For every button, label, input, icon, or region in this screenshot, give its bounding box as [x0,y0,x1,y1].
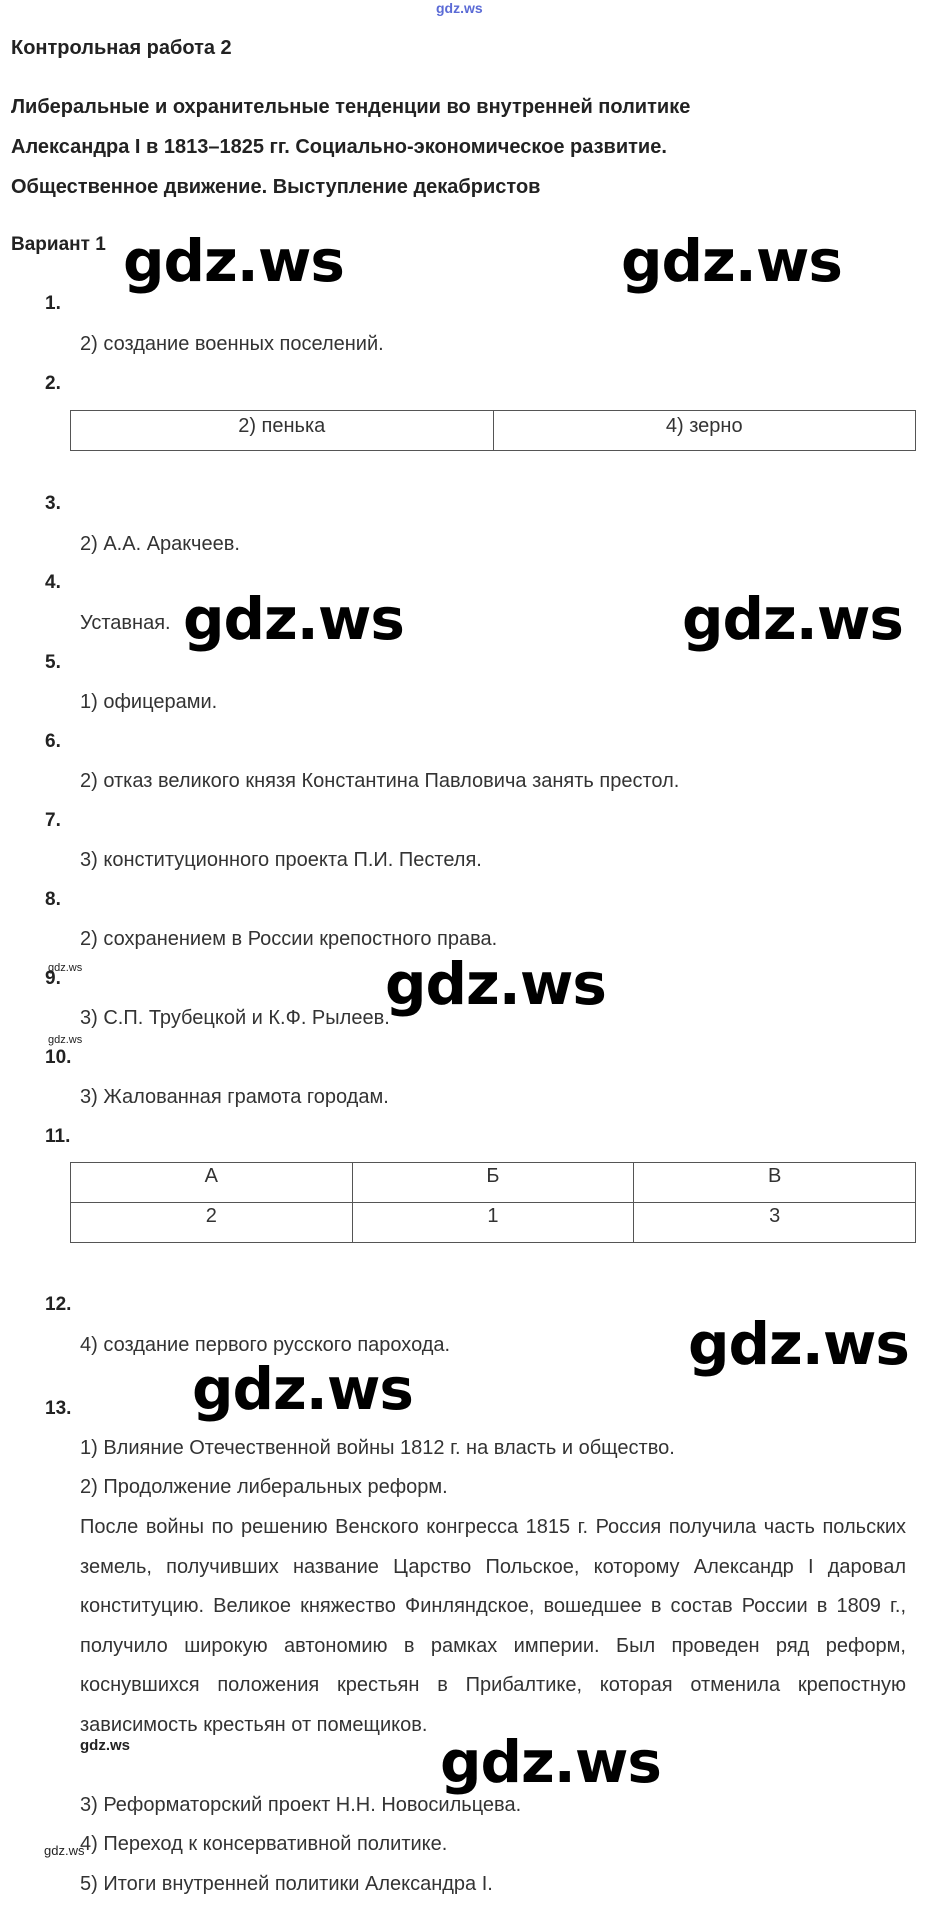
answer-13-item-2: 2) Продолжение либеральных реформ. [80,1476,448,1498]
page-title: Контрольная работа 2 [11,37,232,59]
question-number-8: 8. [45,889,61,910]
watermark: gdz.ws [621,227,842,295]
question-number-3: 3. [45,493,61,514]
answer-9: 3) С.П. Трубецкой и К.Ф. Рылеев. [80,1007,390,1029]
answer-13-item-4: 4) Переход к консервативной политике. [80,1833,448,1855]
question-number-1: 1. [45,293,61,314]
answer-2-cell: 2) пенька [71,411,494,451]
watermark-small: gdz.ws [48,1034,83,1046]
table-header-cell: А [71,1163,353,1203]
watermark: gdz.ws [183,585,404,653]
question-number-5: 5. [45,652,61,673]
question-number-7: 7. [45,810,61,831]
table-header-cell: В [634,1163,916,1203]
answer-4: Уставная. [80,612,171,634]
answer-6: 2) отказ великого князя Константина Павловича занять престол. [80,770,680,792]
answer-13-paragraph: После войны по решению Венского конгресса 1815 г. Россия получила часть польских земель, получивших название Царство Польское, которому Александр I даровал конституцию. Великое княжество Финляндское, вошедшее в состав России в 1809 г., получило широкую автономию в рамках империи. Был проведен ряд реформ, коснувшихся положения крестьян в Прибалтике, которая отменила крепостную зависимость крестьян от помещиков. [80,1516,906,1736]
answer-10: 3) Жалованная грамота городам. [80,1086,389,1108]
answer-11-table [70,1162,916,1243]
topic-line-2: Александра I в 1813–1825 гг. Социально-экономическое развитие. [11,136,667,158]
topic-line-1: Либеральные и охранительные тенденции во внутренней политике [11,96,691,118]
question-number-13: 13. [45,1398,72,1419]
answer-8: 2) сохранением в России крепостного права. [80,928,498,950]
table-header-cell: Б [352,1163,634,1203]
question-number-6: 6. [45,731,61,752]
watermark: gdz.ws [123,227,344,295]
watermark-small: gdz.ws [44,1843,85,1858]
answer-3: 2) А.А. Аракчеев. [80,533,240,555]
question-number-10: 10. [45,1047,72,1068]
answer-13-item-3: 3) Реформаторский проект Н.Н. Новосильцева. [80,1794,522,1816]
topic-line-3: Общественное движение. Выступление декабристов [11,176,541,198]
watermark: gdz.ws [688,1310,909,1378]
question-number-9: 9. [45,968,61,989]
watermark: gdz.ws [682,585,903,653]
table-value-cell: 3 [634,1203,916,1243]
answer-2-cell: 4) зерно [493,411,916,451]
question-number-2: 2. [45,373,61,394]
answer-13-item-1: 1) Влияние Отечественной войны 1812 г. на власть и общество. [80,1437,675,1459]
answer-2-table [70,410,916,451]
question-number-12: 12. [45,1294,72,1315]
answer-13-item-5: 5) Итоги внутренней политики Александра I. [80,1873,493,1895]
variant-label: Вариант 1 [11,234,106,255]
table-value-cell: 1 [352,1203,634,1243]
question-number-4: 4. [45,572,61,593]
watermark-small: gdz.ws [80,1737,131,1754]
watermark-top: gdz.ws [436,0,483,16]
answer-12: 4) создание первого русского парохода. [80,1334,451,1356]
watermark: gdz.ws [192,1355,413,1423]
watermark: gdz.ws [440,1728,661,1796]
answer-5: 1) офицерами. [80,691,218,713]
table-value-cell: 2 [71,1203,353,1243]
watermark: gdz.ws [385,950,606,1018]
watermark-small: gdz.ws [48,962,83,974]
question-number-11: 11. [45,1126,71,1147]
answer-7: 3) конституционного проекта П.И. Пестеля. [80,849,482,871]
answer-1: 2) создание военных поселений. [80,333,384,355]
